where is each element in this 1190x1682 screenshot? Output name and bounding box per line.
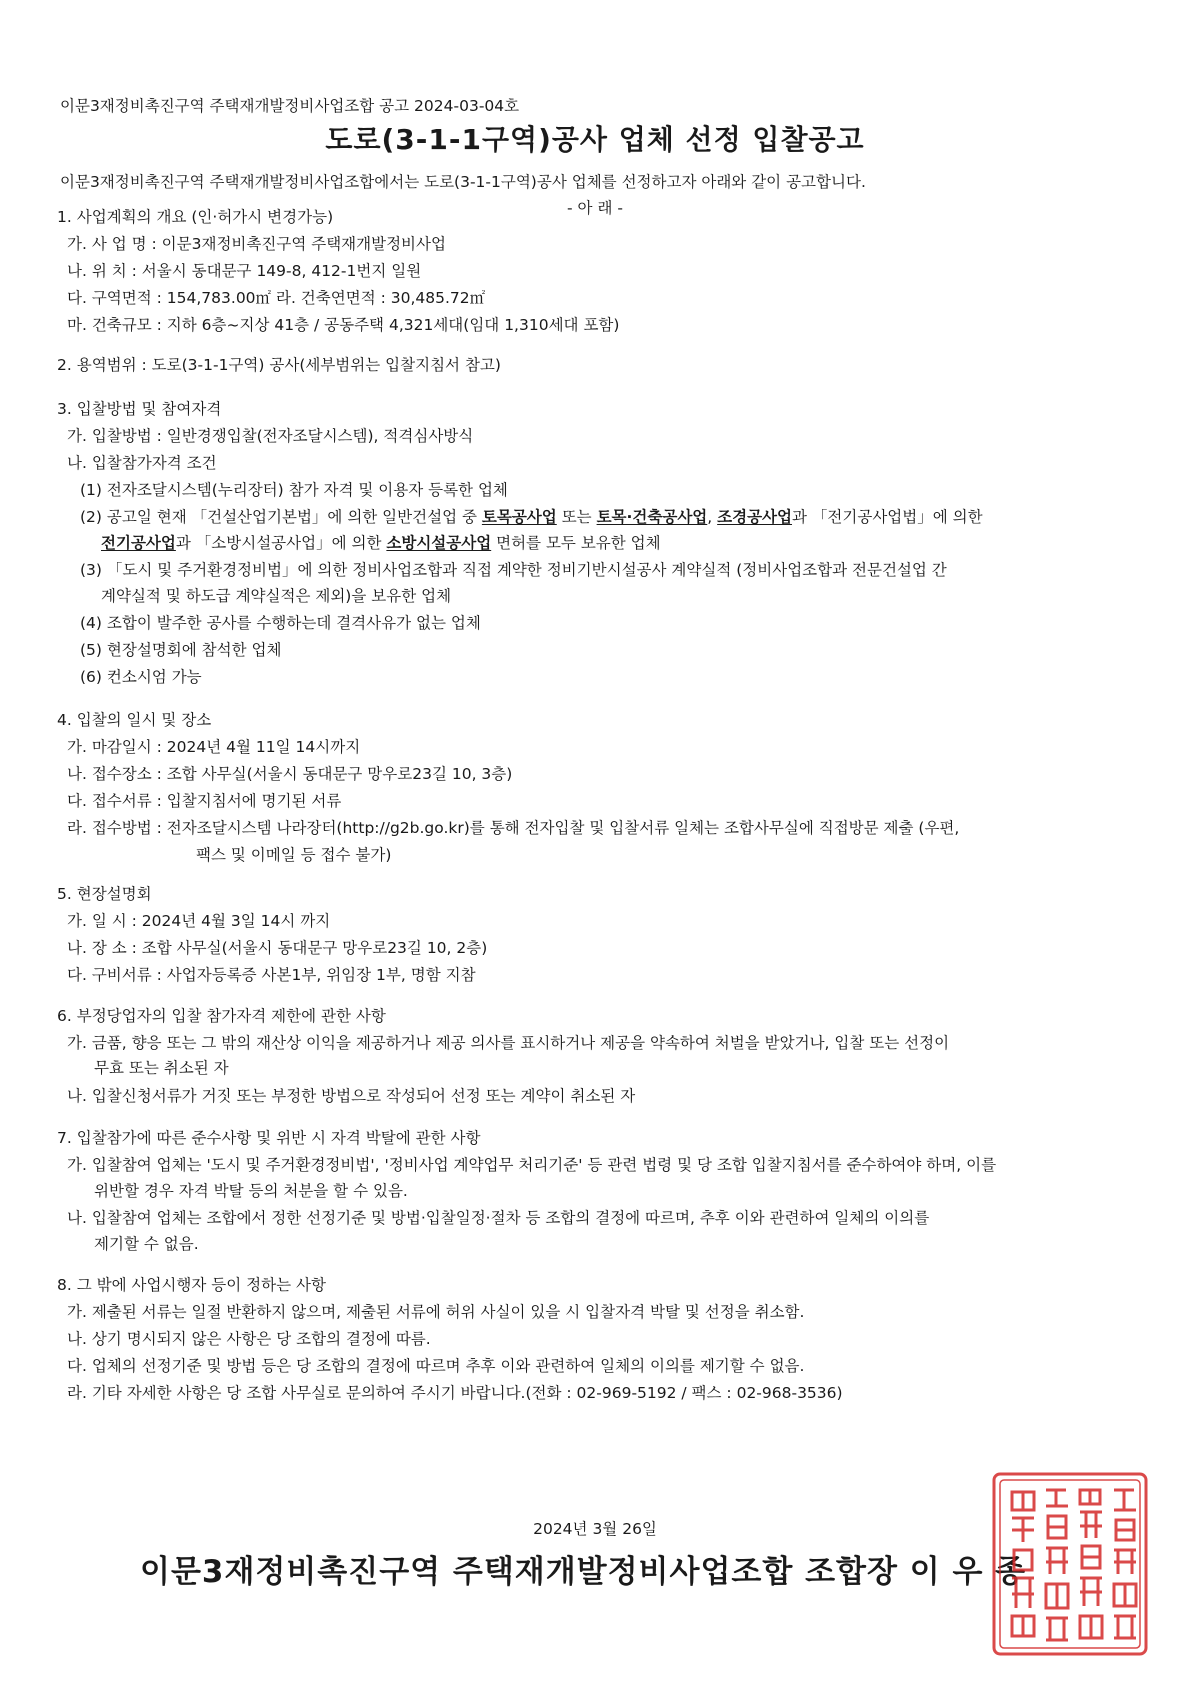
section-3-cond-1: (1) 전자조달시스템(누리장터) 참가 자격 및 이용자 등록한 업체 [80,481,508,499]
section-2-heading: 2. 용역범위 : 도로(3-1-1구역) 공사(세부범위는 입찰지침서 참고) [57,356,501,374]
cond-2-text-5: 과 「소방시설공사업」에 의한 [175,534,387,552]
section-5-item-a: 가. 일 시 : 2024년 4월 3일 14시 까지 [67,912,331,930]
license-electric: 전기공사업 [101,534,176,552]
section-4-item-c: 다. 접수서류 : 입찰지침서에 명기된 서류 [67,792,342,810]
section-7-item-a-line-2: 위반할 경우 자격 박탈 등의 처분을 할 수 있음. [94,1182,408,1200]
section-4-item-b: 나. 접수장소 : 조합 사무실(서울시 동대문구 망우로23길 10, 3층) [67,765,513,783]
section-5-item-c: 다. 구비서류 : 사업자등록증 사본1부, 위임장 1부, 명함 지참 [67,966,476,984]
notice-number: 이문3재정비촉진구역 주택재개발정비사업조합 공고 2024-03-04호 [60,97,520,115]
section-3-cond-4: (4) 조합이 발주한 공사를 수행하는데 결격사유가 없는 업체 [80,614,481,632]
section-3-cond-2-line-1 [80,507,983,527]
section-4-item-a: 가. 마감일시 : 2024년 4월 11일 14시까지 [67,738,361,756]
license-landscape: 조경공사업 [717,508,793,526]
section-3-item-b: 나. 입찰참가자격 조건 [67,454,217,472]
section-5-item-b: 나. 장 소 : 조합 사무실(서울시 동대문구 망우로23길 10, 2층) [67,939,488,957]
section-8-heading: 8. 그 밖에 사업시행자 등이 정하는 사항 [57,1276,326,1294]
section-4-item-d-line-1: 라. 접수방법 : 전자조달시스템 나라장터(http://g2b.go.kr)를 통해 전자입찰 및 입찰서류 일체는 조합사무실에 직접방문 제출 (우편, [67,819,960,837]
license-civil: 토목공사업 [481,508,557,526]
below-marker: - 아 래 - [567,199,623,217]
section-3-cond-2-line-2 [101,533,661,553]
section-4-heading: 4. 입찰의 일시 및 장소 [57,711,212,729]
issue-date: 2024년 3월 26일 [533,1520,657,1538]
section-3-cond-5: (5) 현장설명회에 참석한 업체 [80,641,282,659]
section-6-item-b: 나. 입찰신청서류가 거짓 또는 부정한 방법으로 작성되어 선정 또는 계약이 취소된 자 [67,1087,636,1105]
section-4-item-d-line-2: 팩스 및 이메일 등 접수 불가) [196,846,392,864]
section-6-heading: 6. 부정당업자의 입찰 참가자격 제한에 관한 사항 [57,1007,386,1025]
section-7-item-b-line-1: 나. 입찰참여 업체는 조합에서 정한 선정기준 및 방법·입찰일정·절차 등 조합의 결정에 따르며, 추후 이와 관련하여 일체의 이의를 [67,1209,930,1227]
section-3-item-a: 가. 입찰방법 : 일반경쟁입찰(전자조달시스템), 적격심사방식 [67,427,474,445]
section-7-item-b-line-2: 제기할 수 없음. [94,1235,199,1253]
section-1-item-d: 마. 건축규모 : 지하 6층~지상 41층 / 공동주택 4,321세대(임대 1,310세대 포함) [67,316,620,334]
section-8-item-a: 가. 제출된 서류는 일절 반환하지 않으며, 제출된 서류에 허위 사실이 있을 시 입찰자격 박탈 및 선정을 취소함. [67,1303,805,1321]
official-seal-icon [990,1470,1150,1658]
document-title: 도로(3-1-1구역)공사 업체 선정 입찰공고 [325,123,865,156]
section-1-item-a: 가. 사 업 명 : 이문3재정비촉진구역 주택재개발정비사업 [67,235,446,253]
section-8-item-d: 라. 기타 자세한 사항은 당 조합 사무실로 문의하여 주시기 바랍니다.(전화 : 02-969-5192 / 팩스 : 02-968-3536) [67,1384,843,1402]
cond-2-text-2: 또는 [556,508,597,526]
section-7-item-a-line-1: 가. 입찰참여 업체는 '도시 및 주거환경정비법', '정비사업 계약업무 처리기준' 등 관련 법령 및 당 조합 입찰지침서를 준수하여야 하며, 이를 [67,1156,997,1174]
section-1-item-b: 나. 위 치 : 서울시 동대문구 149-8, 412-1번지 일원 [67,262,422,280]
intro-text: 이문3재정비촉진구역 주택재개발정비사업조합에서는 도로(3-1-1구역)공사 업체를 선정하고자 아래와 같이 공고합니다. [60,173,866,191]
section-3-cond-6: (6) 컨소시엄 가능 [80,668,202,686]
section-1-item-c: 다. 구역면적 : 154,783.00㎡ 라. 건축연면적 : 30,485.72㎡ [67,289,486,307]
license-fire-facility: 소방시설공사업 [386,534,492,552]
section-1-heading: 1. 사업계획의 개요 (인·허가시 변경가능) [57,208,334,226]
section-6-item-a-line-2: 무효 또는 취소된 자 [94,1059,229,1077]
section-6-item-a-line-1: 가. 금품, 향응 또는 그 밖의 재산상 이익을 제공하거나 제공 의사를 표시하거나 제공을 약속하여 처벌을 받았거나, 입찰 또는 선정이 [67,1034,950,1052]
section-3-cond-3-line-1: (3) 「도시 및 주거환경정비법」에 의한 정비사업조합과 직접 계약한 정비기반시설공사 계약실적 (정비사업조합과 전문건설업 간 [80,561,947,579]
section-8-item-c: 다. 업체의 선정기준 및 방법 등은 당 조합의 결정에 따르며 추후 이와 관련하여 일체의 이의를 제기할 수 없음. [67,1357,805,1375]
section-5-heading: 5. 현장설명회 [57,885,152,903]
section-8-item-b: 나. 상기 명시되지 않은 사항은 당 조합의 결정에 따름. [67,1330,431,1348]
section-3-cond-3-line-2: 계약실적 및 하도급 계약실적은 제외)을 보유한 업체 [101,587,452,605]
cond-2-text-1: (2) 공고일 현재 「건설산업기본법」에 의한 일반건설업 중 [80,508,482,526]
signature-line: 이문3재정비촉진구역 주택재개발정비사업조합 조합장 이 우 종 [140,1554,1027,1590]
cond-2-text-6: 면허를 모두 보유한 업체 [491,534,661,552]
cond-2-text-3: , [707,508,718,526]
section-3-heading: 3. 입찰방법 및 참여자격 [57,400,222,418]
license-civil-architecture: 토목·건축공사업 [596,508,708,526]
cond-2-text-4: 과 「전기공사업법」에 의한 [792,508,983,526]
section-7-heading: 7. 입찰참가에 따른 준수사항 및 위반 시 자격 박탈에 관한 사항 [57,1129,481,1147]
